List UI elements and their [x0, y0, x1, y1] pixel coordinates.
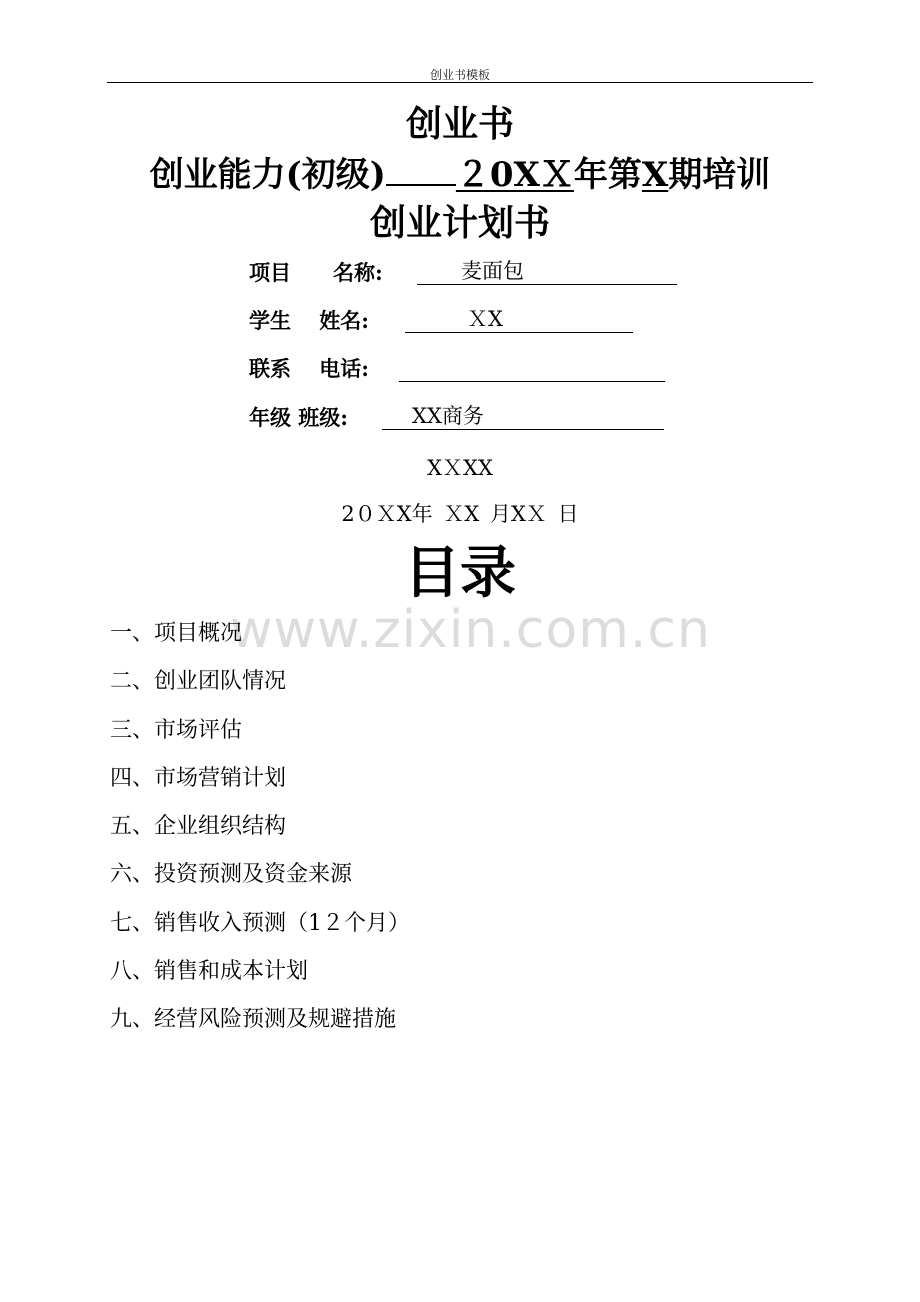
- document-title: 创业书: [405, 103, 514, 145]
- toc-item: 六、投资预测及资金来源: [110, 862, 353, 888]
- field-value: ＸX: [405, 305, 633, 333]
- page-header: 创业书模板: [429, 68, 490, 82]
- document-date: 2０ＸX年 ＸX 月XＸ 日: [341, 502, 579, 526]
- toc-item: 五、企业组织结构: [110, 814, 287, 840]
- document-subtitle: [0, 153, 920, 197]
- field-project-name: [249, 257, 524, 287]
- school-name: XＸXX: [427, 456, 493, 480]
- subtitle-prefix: 创业能力(初级): [149, 155, 386, 195]
- subtitle-blank: [386, 158, 456, 186]
- field-value: XX商务: [382, 402, 664, 430]
- field-label: 学生 姓名:: [249, 308, 370, 333]
- subtitle-mid: 年第: [573, 155, 642, 195]
- toc-item: 八、销售和成本计划: [110, 959, 309, 985]
- table-of-contents: [110, 614, 410, 1049]
- subtitle-period: X: [641, 155, 669, 195]
- toc-title: 目录: [404, 540, 516, 606]
- field-value: [399, 353, 665, 382]
- toc-item: 二、创业团队情况: [110, 669, 287, 695]
- field-class: [249, 402, 484, 432]
- field-label: 项目 名称:: [249, 260, 383, 285]
- subtitle-suffix: 期培训: [668, 155, 771, 195]
- field-phone: [249, 353, 369, 383]
- toc-item: 三、市场评估: [110, 717, 243, 743]
- field-label: 年级 班级:: [249, 405, 349, 430]
- header-rule: [107, 82, 813, 83]
- toc-item: 九、经营风险预测及规避措施: [110, 1007, 397, 1033]
- subtitle-year: ２0XＸ: [455, 155, 574, 195]
- field-student-name: [249, 305, 503, 335]
- field-value: 麦面包: [417, 257, 677, 285]
- field-label: 联系 电话:: [249, 356, 370, 381]
- document-title-plan: 创业计划书: [369, 202, 550, 244]
- toc-item: 四、市场营销计划: [110, 765, 287, 791]
- watermark: www.zixin.com.cn: [230, 600, 711, 660]
- toc-item: 七、销售收入预测（1２个月）: [110, 910, 410, 936]
- toc-item: 一、项目概况: [110, 621, 243, 646]
